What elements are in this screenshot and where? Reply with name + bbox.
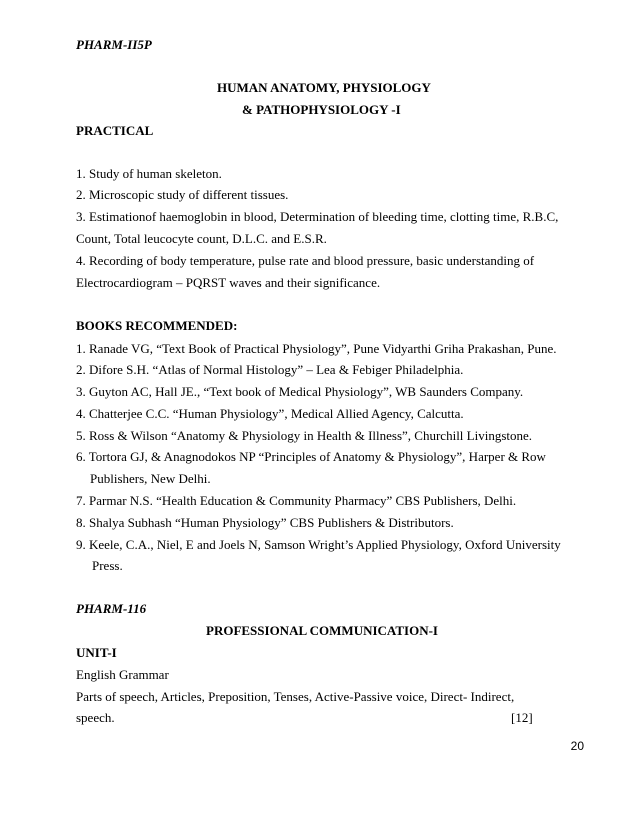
book-item: 9. Keele, C.A., Niel, E and Joels N, Samson Wright’s Applied Physiology, Oxford University — [76, 537, 561, 552]
unit-content-line: speech. — [76, 710, 115, 725]
practical-line: 2. Microscopic study of different tissues. — [76, 187, 289, 202]
practical-line: Count, Total leucocyte count, D.L.C. and E.S.R. — [76, 231, 327, 246]
course-title: PROFESSIONAL COMMUNICATION-I — [206, 623, 438, 638]
practical-line: Electrocardiogram – PQRST waves and their significance. — [76, 275, 381, 290]
unit-subtitle: English Grammar — [76, 667, 169, 682]
book-item: 3. Guyton AC, Hall JE., “Text book of Medical Physiology”, WB Saunders Company. — [76, 384, 524, 399]
book-item: 4. Chatterjee C.C. “Human Physiology”, Medical Allied Agency, Calcutta. — [76, 406, 464, 421]
unit-heading: UNIT-I — [76, 645, 117, 660]
book-item: 2. Difore S.H. “Atlas of Normal Histology” – Lea & Febiger Philadelphia. — [76, 362, 464, 377]
book-item: 1. Ranade VG, “Text Book of Practical Physiology”, Pune Vidyarthi Griha Prakashan, Pune. — [76, 341, 557, 356]
title-line-2: & PATHOPHYSIOLOGY -I — [242, 102, 401, 117]
book-item-continuation: Publishers, New Delhi. — [90, 471, 211, 486]
book-item-continuation: Press. — [92, 558, 123, 573]
practical-line: 4. Recording of body temperature, pulse rate and blood pressure, basic understanding of — [76, 253, 535, 268]
title-line-1: HUMAN ANATOMY, PHYSIOLOGY — [217, 80, 431, 95]
practical-line: 1. Study of human skeleton. — [76, 166, 222, 181]
practical-heading: PRACTICAL — [76, 123, 154, 138]
book-item: 6. Tortora GJ, & Anagnodokos NP “Principles of Anatomy & Physiology”, Harper & Row — [76, 449, 546, 464]
book-item: 5. Ross & Wilson “Anatomy & Physiology in Health & Illness”, Churchill Livingstone. — [76, 428, 533, 443]
book-item: 7. Parmar N.S. “Health Education & Community Pharmacy” CBS Publishers, Delhi. — [76, 493, 517, 508]
practical-line: 3. Estimationof haemoglobin in blood, Determination of bleeding time, clotting time, R.B.C, — [76, 209, 559, 224]
course-code-header: PHARM-II5P — [76, 37, 152, 52]
books-heading: BOOKS RECOMMENDED: — [76, 318, 238, 333]
unit-hours: [12] — [511, 710, 533, 725]
unit-content-line: Parts of speech, Articles, Preposition, Tenses, Active-Passive voice, Direct- Indirect, — [76, 689, 515, 704]
course-code: PHARM-116 — [76, 601, 147, 616]
book-item: 8. Shalya Subhash “Human Physiology” CBS Publishers & Distributors. — [76, 515, 454, 530]
page-number: 20 — [570, 739, 584, 753]
